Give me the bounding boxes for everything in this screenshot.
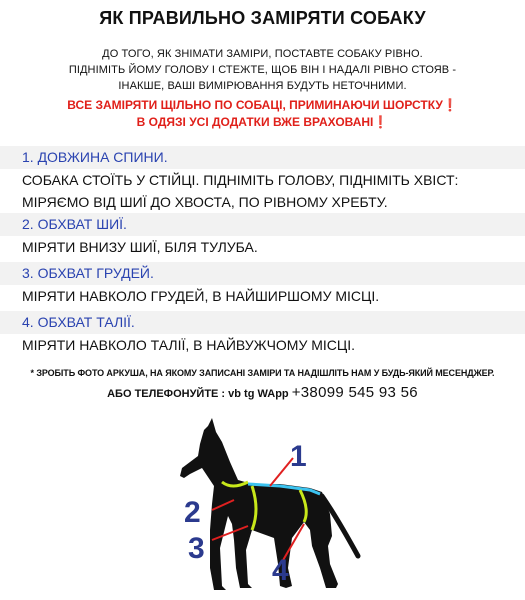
label-4: 4 <box>272 554 289 587</box>
warning-text <box>10 97 515 131</box>
warning-line: ВСЕ ЗАМІРЯТИ ЩІЛЬНО ПО СОБАЦІ, ПРИМИНАЮЧИ ШОРСТКУ❗ <box>67 98 458 112</box>
section-neck-girth <box>0 213 525 258</box>
intro-line: ДО ТОГО, ЯК ЗНІМАТИ ЗАМІРИ, ПОСТАВТЕ СОБАКУ РІВНО. <box>102 48 423 60</box>
label-3: 3 <box>188 532 205 565</box>
section-waist-girth <box>0 311 525 356</box>
section-body <box>0 236 525 258</box>
contact-line <box>0 384 525 401</box>
section-body <box>0 169 525 213</box>
page-title: ЯК ПРАВИЛЬНО ЗАМІРЯТИ СОБАКУ <box>99 8 426 28</box>
section-heading: 2. ОБХВАТ ШИЇ. <box>0 213 525 236</box>
intro-text <box>10 46 515 94</box>
label-2: 2 <box>184 496 201 529</box>
section-line: МІРЯЄМО ВІД ШИЇ ДО ХВОСТА, ПО РІВНОМУ ХРЕБТУ. <box>22 194 388 210</box>
section-line: МІРЯТИ НАВКОЛО ГРУДЕЙ, В НАЙШИРШОМУ МІСЦІ. <box>22 288 380 304</box>
label-1: 1 <box>290 440 307 473</box>
section-back-length <box>0 146 525 213</box>
intro-line: ІНАКШЕ, ВАШІ ВИМІРЮВАННЯ БУДУТЬ НЕТОЧНИМИ. <box>118 80 407 92</box>
section-chest-girth <box>0 262 525 307</box>
warning-line: В ОДЯЗІ УСІ ДОДАТКИ ВЖЕ ВРАХОВАНІ❗ <box>136 115 389 129</box>
section-heading: 3. ОБХВАТ ГРУДЕЙ. <box>0 262 525 285</box>
phone-number: +38099 545 93 56 <box>291 384 418 401</box>
section-body <box>0 285 525 307</box>
footnote: * ЗРОБІТЬ ФОТО АРКУША, НА ЯКОМУ ЗАПИСАНІ ЗАМІРИ ТА НАДІШЛІТЬ НАМ У БУДЬ-ЯКИЙ МЕСЕНДЖЕР. <box>30 368 495 378</box>
dog-measurement-diagram <box>160 418 380 598</box>
intro-line: ПІДНІМІТЬ ЙОМУ ГОЛОВУ І СТЕЖТЕ, ЩОБ ВІН І НАДАЛІ РІВНО СТОЯВ - <box>68 64 457 76</box>
section-heading: 1. ДОВЖИНА СПИНИ. <box>0 146 525 169</box>
section-heading: 4. ОБХВАТ ТАЛІЇ. <box>0 311 525 334</box>
section-line: МІРЯТИ ВНИЗУ ШИЇ, БІЛЯ ТУЛУБА. <box>22 239 258 255</box>
section-line: СОБАКА СТОЇТЬ У СТІЙЦІ. ПІДНІМІТЬ ГОЛОВУ, ПІДНІМІТЬ ХВІСТ: <box>22 172 459 188</box>
section-body <box>0 334 525 356</box>
section-line: МІРЯТИ НАВКОЛО ТАЛІЇ, В НАЙВУЖЧОМУ МІСЦІ. <box>22 337 356 353</box>
contact-label: АБО ТЕЛЕФОНУЙТЕ : vb tg WApp <box>107 388 289 400</box>
